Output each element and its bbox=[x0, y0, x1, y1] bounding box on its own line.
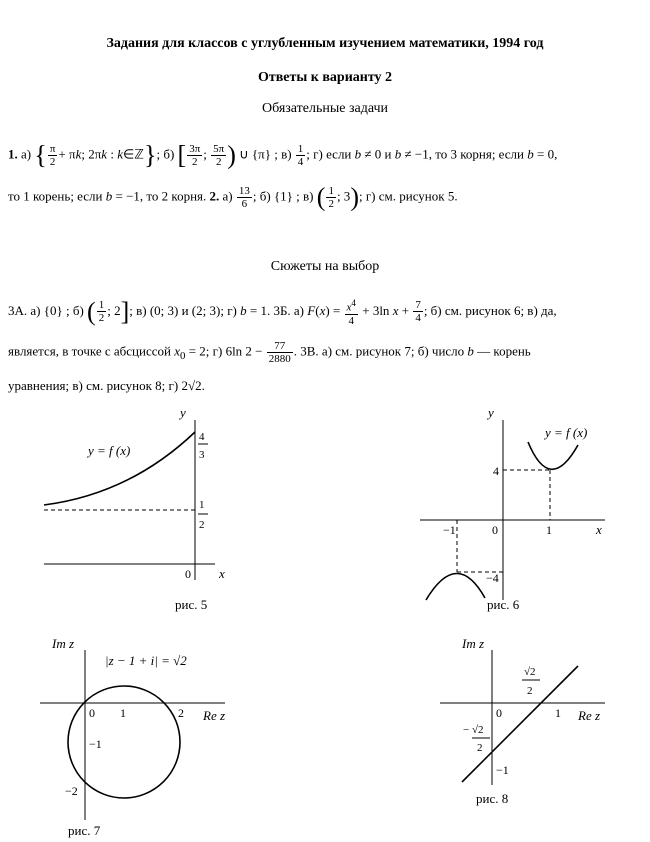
fig5-tick: 3 bbox=[199, 449, 205, 461]
choice-text: . bbox=[201, 378, 205, 393]
task1-text: , то 2 корня. bbox=[139, 188, 207, 204]
choice-section-title: Сюжеты на выбор bbox=[270, 259, 380, 274]
task2-text: ; г) см. рисунок 5. bbox=[358, 188, 458, 204]
fig6-lower-curve bbox=[426, 573, 485, 600]
fig7-re-label: Re z bbox=[203, 708, 226, 723]
fig5-x-label: x bbox=[219, 566, 225, 581]
fig6-y-label: y bbox=[488, 405, 494, 420]
fig8-tick-neg1: −1 bbox=[496, 763, 509, 777]
fig8-origin: 0 bbox=[496, 706, 502, 720]
fig5-origin: 0 bbox=[185, 567, 191, 581]
fig8-re-label: Re z bbox=[578, 708, 601, 723]
fig7-caption: рис. 7 bbox=[68, 823, 101, 838]
fig8-tick: 2 bbox=[477, 742, 483, 754]
task1-line: 1. а) { $\frac{\pi}{2}$ + πk; 2πk : k∈ℤ}; б) [ $\frac{3\pi}{2}$ ; $\frac{5\pi}{2}$ ) ∪ {π} ; в) $\frac{1}{4}$ ; г) если b ≠ 0 и b ≠ −1, то 3 корня; если b = 0, bbox=[8, 140, 558, 170]
task1-text: , bbox=[554, 146, 558, 162]
task1-text: если bbox=[326, 146, 352, 162]
task2-text: ; б) {1} ; в) bbox=[252, 188, 314, 204]
fig6-caption: рис. 6 bbox=[487, 597, 520, 612]
fig5-tick: 4 bbox=[199, 431, 205, 443]
fig6-tick-neg4: −4 bbox=[486, 571, 499, 585]
required-section-title: Обязательные задачи bbox=[261, 101, 389, 116]
fig7-tick-2: 2 bbox=[178, 706, 184, 720]
fig5-tick: 2 bbox=[199, 519, 205, 531]
figure-5 bbox=[44, 405, 225, 612]
choice-text: = 1. 3Б. а) bbox=[249, 302, 305, 318]
fig8-tick: 2 bbox=[527, 685, 533, 697]
task1-text: то 1 корень; если bbox=[8, 188, 103, 204]
choice-text: уравнения; в) см. рисунок 8; г) bbox=[8, 378, 179, 393]
fig5-y-label: y bbox=[180, 405, 186, 420]
fig6-func-label: y = f (x) bbox=[545, 425, 588, 440]
figure-7 bbox=[40, 636, 225, 838]
fig6-x-label: x bbox=[596, 522, 602, 537]
choice-text: . 3В. а) см. рисунок 7; б) число bbox=[293, 343, 465, 359]
task2-line: то 1 корень; если b = −1, то 2 корня. 2. а) $\frac{13}{6}$ ; б) {1} ; в) ( $\frac{1}{2}$ ; 3); г) см. рисунок 5. bbox=[8, 182, 458, 212]
figure-8 bbox=[440, 636, 605, 806]
document-title: Задания для классов с углубленным изучением математики, 1994 год bbox=[106, 36, 544, 51]
fig6-tick-neg1: −1 bbox=[443, 523, 456, 537]
choice-line-1: 3А. а) {0} ; б) ( $\frac{1}{2}$ ; 2]; в) (0; 3) и (2; 3); г) b = 1. 3Б. а) F(x) = $\frac{x^4}{4}$ + 3ln x + $\frac{7}{4}$ ; б) см. рисунок 6; в) да, bbox=[8, 296, 557, 327]
task1-text: , то 3 корня; если bbox=[428, 146, 524, 162]
task1-text: и bbox=[384, 146, 392, 162]
choice-line-3: уравнения; в) см. рисунок 8; г) 2√2. bbox=[8, 378, 205, 393]
fig6-upper-curve bbox=[528, 442, 578, 469]
task1-a-label: а) bbox=[21, 146, 32, 162]
fig7-equation: |z − 1 + i| = √2 bbox=[105, 653, 187, 668]
choice-line-2: является, в точке с абсциссой $x_0 = 2$; г) 6ln 2 − $\frac{77}{2880}$ . 3В. а) см. рисунок 7; б) число b — корень bbox=[8, 340, 531, 365]
fig8-tick-1: 1 bbox=[555, 706, 561, 720]
task1-c-label: в) bbox=[281, 146, 292, 162]
choice-text: ; б) см. рисунок 6; в) да, bbox=[423, 302, 557, 318]
fig7-tick-neg1: −1 bbox=[89, 737, 102, 751]
fig8-caption: рис. 8 bbox=[476, 791, 509, 806]
fig7-origin: 0 bbox=[89, 706, 95, 720]
fig7-tick-neg2: −2 bbox=[65, 784, 78, 798]
fig7-tick-1: 1 bbox=[120, 706, 126, 720]
choice-text: — корень bbox=[477, 343, 531, 359]
choice-text: 3А. а) {0} ; б) bbox=[8, 302, 84, 318]
choice-text: ; в) (0; 3) и (2; 3); г) bbox=[129, 302, 237, 318]
fig6-origin: 0 bbox=[492, 523, 498, 537]
fig6-tick-4: 4 bbox=[493, 464, 499, 478]
fig7-im-label: Im z bbox=[52, 636, 75, 651]
fig5-caption: рис. 5 bbox=[175, 597, 208, 612]
fig8-tick: √2 bbox=[524, 666, 536, 678]
choice-text: является, в точке с абсциссой bbox=[8, 343, 171, 359]
choice-text: ; г) bbox=[205, 343, 223, 359]
task2-number: 2. bbox=[209, 188, 220, 204]
fig8-im-label: Im z bbox=[462, 636, 485, 651]
task1-number: 1. bbox=[8, 146, 18, 162]
task1-b-label: б) bbox=[163, 146, 175, 162]
fig8-tick: − √2 bbox=[463, 724, 484, 736]
task2-text: а) bbox=[222, 188, 233, 204]
fig6-tick-1: 1 bbox=[546, 523, 552, 537]
fig5-func-label: y = f (x) bbox=[88, 443, 131, 458]
fig5-tick: 1 bbox=[199, 499, 205, 511]
figure-6 bbox=[420, 405, 605, 612]
task1-g-label: г) bbox=[313, 146, 323, 162]
answers-title: Ответы к варианту 2 bbox=[257, 70, 393, 85]
